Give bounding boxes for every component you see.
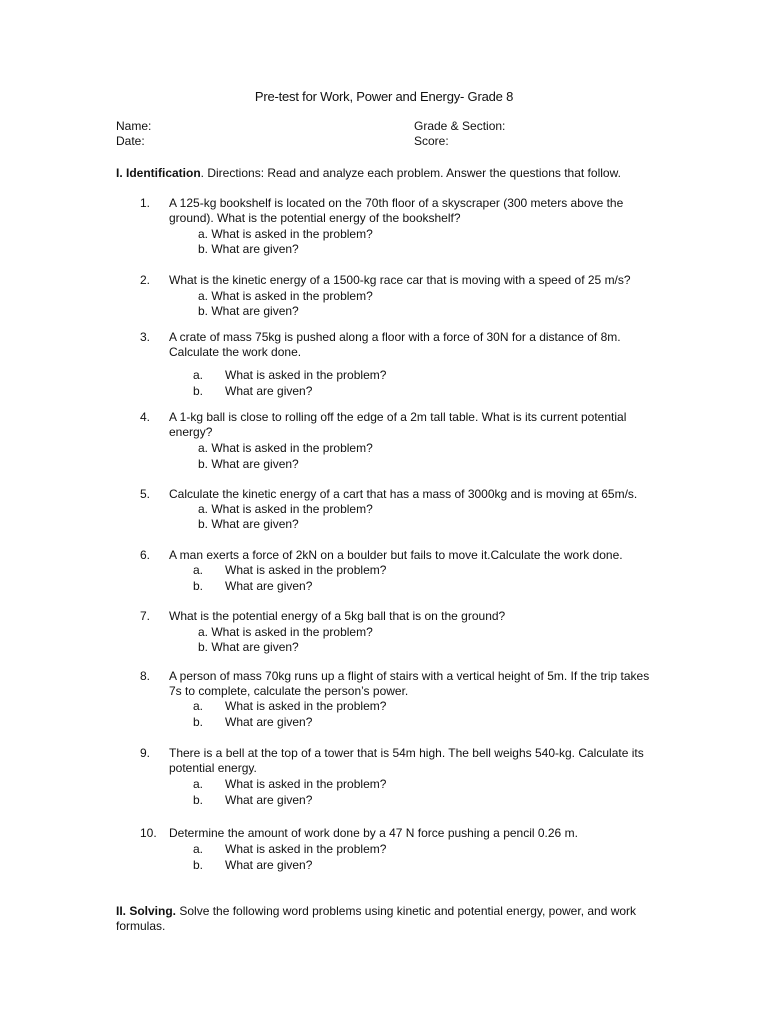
sub-question-a-letter: a. (193, 842, 204, 856)
sub-question-b-letter: b. (193, 715, 204, 729)
question-text: A crate of mass 75kg is pushed along a floor with a force of 30N for a distance of 8m. Calculate the work done. (169, 330, 621, 359)
sub-question-a: What is asked in the problem? (225, 563, 387, 577)
sub-question-a: a. What is asked in the problem? (198, 441, 373, 455)
sub-question-a: What is asked in the problem? (225, 842, 387, 856)
sub-question-a: a. What is asked in the problem? (198, 502, 373, 516)
question-text: There is a bell at the top of a tower that is 54m high. The bell weighs 540-kg. Calculate its potential energy. (169, 746, 644, 775)
sub-question-b: b. What are given? (198, 457, 299, 471)
sub-question-a-letter: a. (193, 699, 204, 713)
section-solving-heading: II. Solving. (116, 904, 177, 918)
question-number: 7. (140, 609, 151, 623)
question-text: A person of mass 70kg runs up a flight of stairs with a vertical height of 5m. If the trip takes 7s to complete, calculate the person’s power. (169, 669, 650, 698)
sub-question-a: a. What is asked in the problem? (198, 625, 373, 639)
date-label: Date: (116, 134, 145, 148)
section-identification-directions: . Directions: Read and analyze each problem. Answer the questions that follow. (200, 166, 621, 180)
sub-question-a-letter: a. (193, 563, 204, 577)
question-number: 9. (140, 746, 151, 760)
section-identification-heading: I. Identification (116, 166, 201, 180)
question-number: 2. (140, 273, 151, 287)
question-number: 6. (140, 548, 151, 562)
sub-question-b-letter: b. (193, 793, 204, 807)
sub-question-a-letter: a. (193, 368, 204, 382)
sub-question-b: b. What are given? (198, 304, 299, 318)
sub-question-b: What are given? (225, 579, 313, 593)
sub-question-b: What are given? (225, 858, 313, 872)
sub-question-b: b. What are given? (198, 242, 299, 256)
question-number: 8. (140, 669, 151, 683)
section-solving-directions: Solve the following word problems using kinetic and potential energy, power, and work formulas. (116, 904, 637, 933)
question-text: What is the potential energy of a 5kg ball that is on the ground? (169, 609, 506, 623)
question-number: 10. (140, 826, 157, 840)
question-text: Calculate the kinetic energy of a cart that has a mass of 3000kg and is moving at 65m/s. (169, 487, 638, 501)
question-number: 4. (140, 410, 151, 424)
sub-question-b: What are given? (225, 715, 313, 729)
sub-question-b: b. What are given? (198, 517, 299, 531)
grade-section-label: Grade & Section: (414, 119, 506, 133)
question-text: A man exerts a force of 2kN on a boulder but fails to move it.Calculate the work done. (169, 548, 623, 562)
sub-question-b-letter: b. (193, 384, 204, 398)
score-label: Score: (414, 134, 449, 148)
sub-question-b: What are given? (225, 384, 313, 398)
sub-question-b: b. What are given? (198, 640, 299, 654)
question-text: Determine the amount of work done by a 47 N force pushing a pencil 0.26 m. (169, 826, 578, 840)
sub-question-a-letter: a. (193, 777, 204, 791)
sub-question-a: What is asked in the problem? (225, 368, 387, 382)
sub-question-a: a. What is asked in the problem? (198, 289, 373, 303)
sub-question-a: What is asked in the problem? (225, 777, 387, 791)
question-number: 5. (140, 487, 151, 501)
question-number: 3. (140, 330, 151, 344)
sub-question-b-letter: b. (193, 858, 204, 872)
question-text: A 1-kg ball is close to rolling off the edge of a 2m tall table. What is its current potential energy? (169, 410, 627, 439)
section-identification (116, 166, 676, 181)
sub-question-b: What are given? (225, 793, 313, 807)
page-title: Pre-test for Work, Power and Energy- Grade 8 (254, 89, 514, 104)
sub-question-a: a. What is asked in the problem? (198, 227, 373, 241)
question-text: What is the kinetic energy of a 1500-kg race car that is moving with a speed of 25 m/s? (169, 273, 631, 287)
question-number: 1. (140, 196, 151, 210)
section-solving (116, 904, 656, 934)
name-label: Name: (116, 119, 152, 133)
question-text: A 125-kg bookshelf is located on the 70th floor of a skyscraper (300 meters above the ground). What is the potential energy of the bookshelf? (169, 196, 624, 225)
sub-question-a: What is asked in the problem? (225, 699, 387, 713)
sub-question-b-letter: b. (193, 579, 204, 593)
